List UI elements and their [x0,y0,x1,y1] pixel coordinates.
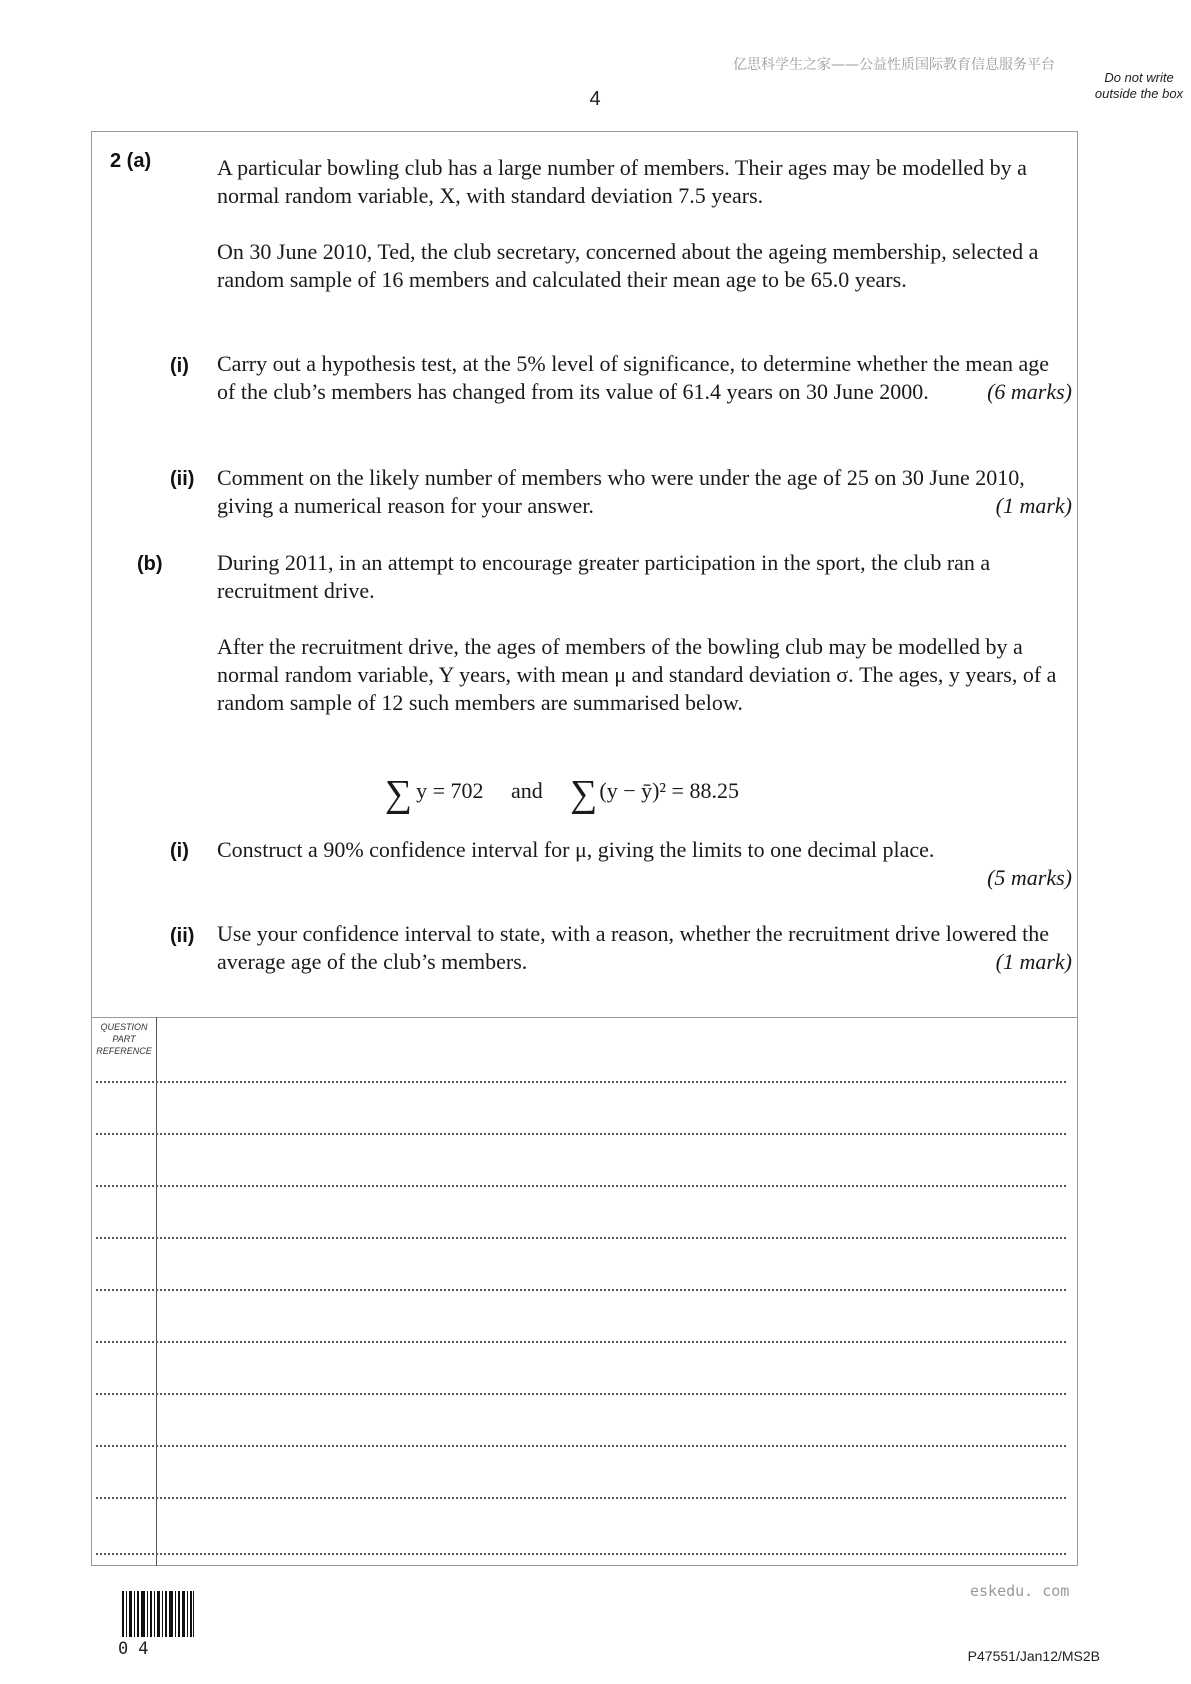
answer-area-top-border [91,1017,1078,1018]
sigma-symbol: ∑ [570,773,598,815]
formula-sum-y: y = 702 [416,778,484,803]
question-a-para1: A particular bowling club has a large number of members. Their ages may be modelled by a normal random variable, X, with standard deviation 7.5 years. [217,155,1027,208]
answer-line[interactable] [96,1393,1066,1395]
part-b-i-label: (i) [170,840,189,862]
margin-note: Do not write outside the box [1094,70,1184,101]
answer-line[interactable] [96,1445,1066,1447]
part-b-ii-marks: (1 mark) [995,949,1072,974]
answer-line[interactable] [96,1185,1066,1187]
question-number-label: 2 (a) [110,150,152,172]
part-a-i-text: Carry out a hypothesis test, at the 5% level of significance, to determine whether the mean age of the club’s members has changed from its value of 61.4 years on 30 June 2000. [217,351,1050,404]
reference-column-divider [156,1017,157,1566]
barcode-number: 04 [118,1639,159,1659]
part-b-para1: During 2011, in an attempt to encourage greater participation in the sport, the club ran a recruitment drive. [217,550,991,603]
sigma-symbol: ∑ [385,773,413,815]
part-a-ii-text: Comment on the likely number of members who were under the age of 25 on 30 June 2010, giving a numerical reason for your answer. [217,465,1025,518]
part-a-i [217,350,1072,406]
formula-and: and [511,778,543,803]
part-b-ii-text: Use your confidence interval to state, with a reason, whether the recruitment drive lowered the average age of the club’s members. [217,921,1050,974]
answer-line[interactable] [96,1081,1066,1083]
part-b-para2: After the recruitment drive, the ages of members of the bowling club may be modelled by a normal random variable, Y years, with mean μ and standard deviation σ. The ages, y years, of a random sample of 12 such members are summarised below. [217,634,1057,715]
part-b-text [217,549,1072,717]
question-a-para2: On 30 June 2010, Ted, the club secretary, concerned about the ageing membership, selected a random sample of 16 members and calculated their mean age to be 65.0 years. [217,239,1039,292]
answer-line[interactable] [96,1497,1066,1499]
question-part-reference-header: QUESTION PART REFERENCE [96,1022,152,1056]
part-b-i-marks: (5 marks) [987,865,1072,890]
part-b-i-text: Construct a 90% confidence interval for μ, giving the limits to one decimal place. [217,837,935,862]
part-b-i [217,836,1072,892]
paper-code: P47551/Jan12/MS2B [967,1648,1100,1664]
summary-formula [385,768,739,814]
page-number: 4 [589,88,601,110]
formula-sum-squares: (y − ȳ)² = 88.25 [599,778,739,803]
header-watermark: 亿思科学生之家——公益性质国际教育信息服务平台 [733,57,1055,73]
part-a-i-label: (i) [170,355,189,377]
answer-line[interactable] [96,1133,1066,1135]
part-b-ii-label: (ii) [170,925,195,947]
answer-line[interactable] [96,1341,1066,1343]
answer-line[interactable] [96,1289,1066,1291]
part-a-ii-marks: (1 mark) [995,493,1072,518]
part-a-i-marks: (6 marks) [987,379,1072,404]
part-b-ii [217,920,1072,976]
part-b-label: (b) [137,553,163,575]
part-a-ii [217,464,1072,520]
answer-line[interactable] [96,1553,1066,1555]
answer-line[interactable] [96,1237,1066,1239]
barcode-icon [122,1591,194,1637]
part-a-ii-label: (ii) [170,468,195,490]
footer-site: eskedu. com [970,1582,1070,1600]
question-a-text [217,154,1072,294]
